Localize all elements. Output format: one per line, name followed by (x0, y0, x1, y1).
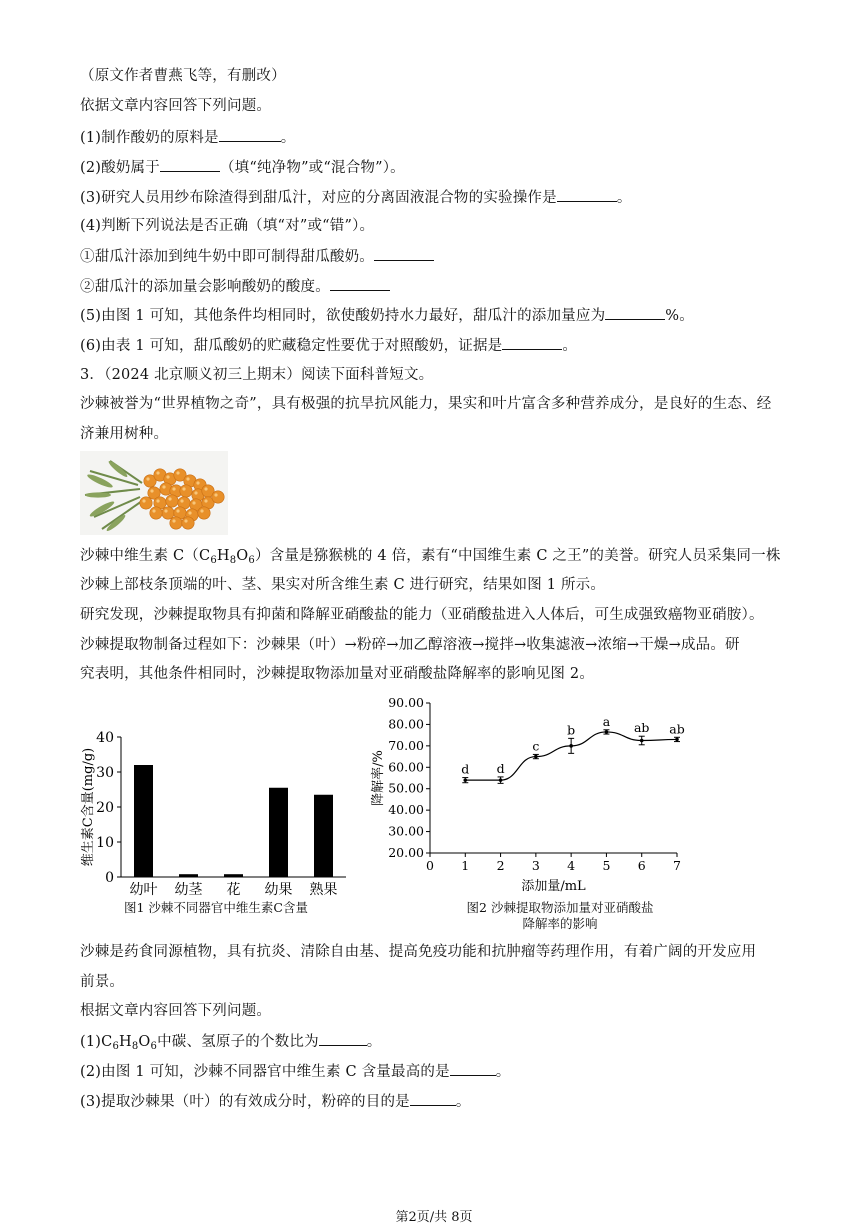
berry-highlight (192, 501, 195, 504)
berry (212, 491, 224, 503)
medicine-line-1: 沙棘是药食同源植物，具有抗炎、清除自由基、提高免疫功能和抗肿瘤等药理作用，有着广阔的开发应用 (80, 944, 757, 960)
y-axis-label: 维生素C含量(mg/g) (81, 747, 96, 867)
answer-blank[interactable] (160, 157, 220, 172)
y-tick-label: 30.00 (388, 823, 424, 839)
text-span: 。 (495, 1064, 511, 1080)
intro-line-2: 济兼用树种。 (80, 426, 169, 442)
berry-highlight (142, 499, 145, 502)
berry-highlight (164, 509, 167, 512)
subscript: 6 (112, 1041, 119, 1052)
data-point (675, 738, 679, 742)
text-span: (3)提取沙棘果（叶）的有效成分时，粉碎的目的是 (80, 1094, 410, 1110)
bar-4 (314, 795, 333, 877)
intro-line-1: 沙棘被誉为“世界植物之奇”，具有极强的抗旱抗风能力，果实和叶片富含多种营养成分，是良好的生态、经 (80, 396, 772, 412)
y-axis-label: 降解率/% (371, 750, 386, 806)
research-line-2: 沙棘提取物制备过程如下：沙棘果（叶）→粉碎→加乙醇溶液→搅拌→收集滤液→浓缩→干燥→成品。研 (80, 637, 740, 653)
text-span: O (138, 1034, 151, 1050)
x-axis-label: 添加量/mL (521, 879, 586, 894)
significance-label: b (567, 722, 576, 738)
text-span: O (236, 548, 249, 564)
instruction-text: 依据文章内容回答下列问题。 (80, 98, 272, 114)
data-point (534, 755, 538, 759)
figure-1-caption: 图1 沙棘不同器官中维生素C含量 (124, 900, 308, 915)
figure-2-caption-line-1: 图2 沙棘提取物添加量对亚硝酸盐 (466, 900, 654, 915)
berry-highlight (214, 493, 217, 496)
research-line-1: 研究发现，沙棘提取物具有抑菌和降解亚硝酸盐的能力（亚硝酸盐进入人体后，可生成强致癌物亚硝胺）。 (80, 607, 764, 623)
berry-highlight (150, 489, 153, 492)
significance-label: c (532, 738, 540, 754)
significance-label: ab (633, 720, 650, 736)
data-point (463, 778, 467, 782)
sea-buckthorn-photo (80, 451, 228, 535)
y-tick-label: 80.00 (388, 716, 424, 732)
question-2-text: (2)酸奶属于 (80, 160, 160, 176)
question-1-text: (1)制作酸奶的原料是 (80, 130, 219, 146)
research-line-3: 究表明，其他条件相同时，沙棘提取物添加量对亚硝酸盐降解率的影响见图 2。 (80, 666, 595, 682)
source-note: （原文作者曹燕飞等，有删改） (80, 68, 286, 84)
question-5 (80, 305, 694, 326)
x-tick-label: 3 (531, 858, 540, 873)
x-tick-label: 6 (637, 858, 646, 873)
berry-highlight (156, 471, 159, 474)
question-b1 (80, 1031, 381, 1057)
x-tick-label: 0 (426, 858, 434, 873)
data-point (499, 778, 503, 782)
x-tick-label: 幼叶 (129, 882, 158, 898)
x-tick-label: 1 (461, 858, 470, 873)
x-tick-label: 7 (673, 858, 681, 873)
data-point (640, 739, 644, 743)
question-1-end: 。 (280, 130, 296, 146)
berry (180, 485, 192, 497)
question-6 (80, 335, 577, 356)
berry-highlight (184, 519, 187, 522)
question-1 (80, 127, 295, 148)
answer-blank[interactable] (502, 335, 562, 350)
berry-highlight (200, 509, 203, 512)
y-tick-label: 60.00 (388, 759, 424, 775)
text-span: 沙棘中维生素 C（C (80, 548, 211, 564)
question-4b-text: ②甜瓜汁的添加量会影响酸奶的酸度。 (80, 279, 330, 295)
text-span: H (216, 548, 230, 564)
bar-3 (269, 788, 288, 877)
berry-highlight (168, 497, 171, 500)
berry-highlight (176, 471, 179, 474)
y-tick-label: 20 (96, 800, 114, 816)
berry (140, 497, 152, 509)
bar-2 (224, 874, 243, 877)
y-tick-label: 30 (96, 765, 114, 781)
berry-highlight (204, 487, 207, 490)
answer-blank[interactable] (374, 246, 434, 261)
text-span: H (119, 1034, 132, 1050)
question-3 (80, 187, 632, 208)
berry-highlight (172, 487, 175, 490)
y-tick-label: 50.00 (388, 780, 424, 796)
answer-blank[interactable] (330, 276, 390, 291)
vitamin-c-line-1 (80, 546, 781, 571)
question-4a-text: ①甜瓜汁添加到纯牛奶中即可制得甜瓜酸奶。 (80, 249, 374, 265)
text-span: 。 (366, 1034, 382, 1050)
y-tick-label: 0 (105, 870, 114, 886)
answer-blank[interactable] (450, 1061, 496, 1076)
question-6-end: 。 (562, 338, 578, 354)
significance-label: d (461, 761, 470, 777)
answer-blank[interactable] (557, 187, 617, 202)
berry (182, 517, 194, 529)
berry-highlight (156, 499, 159, 502)
question-5-text: (5)由图 1 可知，其他条件均相同时，欲使酸奶持水力最好，甜瓜汁的添加量应为 (80, 308, 606, 324)
significance-label: ab (669, 721, 685, 737)
y-tick-label: 40.00 (388, 802, 424, 818)
data-point (605, 730, 609, 734)
x-tick-label: 熟果 (309, 882, 338, 898)
y-tick-label: 20.00 (388, 845, 424, 860)
significance-label: a (602, 713, 611, 729)
berry (162, 507, 174, 519)
y-tick-label: 40 (96, 730, 114, 746)
question-3-text: (3)研究人员用纱布除渣得到甜瓜汁，对应的分离固液混合物的实验操作是 (80, 190, 557, 206)
figure-1-bar-chart (76, 722, 356, 902)
text-span: 中碳、氢原子的个数比为 (157, 1034, 319, 1050)
berry-highlight (194, 491, 197, 494)
berry-highlight (162, 485, 165, 488)
question-4: (4)判断下列说法是否正确（填“对”或“错”）。 (80, 218, 375, 234)
answer-blank[interactable] (319, 1031, 367, 1046)
text-span: (1)C (80, 1034, 113, 1050)
x-tick-label: 幼茎 (174, 882, 203, 898)
instruction-text-2: 根据文章内容回答下列问题。 (80, 1003, 272, 1019)
data-point (569, 744, 573, 748)
x-tick-label: 4 (567, 858, 576, 873)
berry-highlight (188, 511, 191, 514)
significance-label: d (496, 760, 505, 776)
bar-0 (134, 765, 153, 877)
berry-highlight (166, 475, 169, 478)
question-3-end: 。 (616, 190, 632, 206)
question-b3 (80, 1091, 471, 1112)
question-4a (80, 246, 434, 267)
berry-highlight (176, 509, 179, 512)
y-tick-label: 10 (96, 835, 114, 851)
berry (150, 507, 162, 519)
berry-highlight (172, 519, 175, 522)
berry-highlight (152, 509, 155, 512)
text-span: (2)由图 1 可知，沙棘不同器官中维生素 C 含量最高的是 (80, 1064, 450, 1080)
y-tick-label: 70.00 (388, 737, 424, 753)
x-tick-label: 2 (496, 858, 505, 873)
berry (198, 507, 210, 519)
subscript: 6 (150, 1041, 158, 1052)
question-4b (80, 276, 390, 297)
berry (166, 495, 178, 507)
subscript: 8 (131, 1041, 139, 1052)
berry-highlight (146, 477, 149, 480)
subscript: 8 (229, 555, 237, 566)
berry-highlight (182, 487, 185, 490)
question-2-end: （填“纯净物”或“混合物”）。 (219, 160, 405, 176)
section-3-heading: 3．（2024 北京顺义初三上期末）阅读下面科普短文。 (80, 367, 434, 383)
subscript: 6 (248, 555, 255, 566)
page-footer: 第2页/共 8页 (395, 1210, 473, 1225)
question-2 (80, 157, 405, 178)
y-tick-label: 90.00 (388, 695, 424, 710)
figure-2-caption-line-2: 降解率的影响 (522, 916, 598, 931)
figure-2-line-chart (368, 690, 698, 900)
answer-blank[interactable] (219, 127, 281, 142)
bar-1 (179, 874, 198, 877)
question-5-end: %。 (665, 308, 694, 324)
text-span: ）含量是猕猴桃的 4 倍，素有“中国维生素 C 之王”的美誉。研究人员采集同一株 (254, 548, 781, 564)
question-b2 (80, 1061, 511, 1082)
berry-highlight (180, 499, 183, 502)
berry-highlight (204, 499, 207, 502)
answer-blank[interactable] (605, 305, 665, 320)
berry-highlight (186, 477, 189, 480)
vitamin-c-line-2: 沙棘上部枝条顶端的叶、茎、果实对所含维生素 C 进行研究，结果如图 1 所示。 (80, 577, 606, 593)
answer-blank[interactable] (410, 1091, 456, 1106)
x-tick-label: 5 (602, 858, 611, 873)
berry (170, 517, 182, 529)
x-tick-label: 花 (226, 882, 241, 898)
subscript: 6 (210, 555, 217, 566)
text-span: 。 (455, 1094, 471, 1110)
medicine-line-2: 前景。 (80, 974, 125, 990)
x-tick-label: 幼果 (264, 882, 293, 898)
berry-highlight (196, 481, 199, 484)
question-6-text: (6)由表 1 可知，甜瓜酸奶的贮藏稳定性要优于对照酸奶，证据是 (80, 338, 503, 354)
